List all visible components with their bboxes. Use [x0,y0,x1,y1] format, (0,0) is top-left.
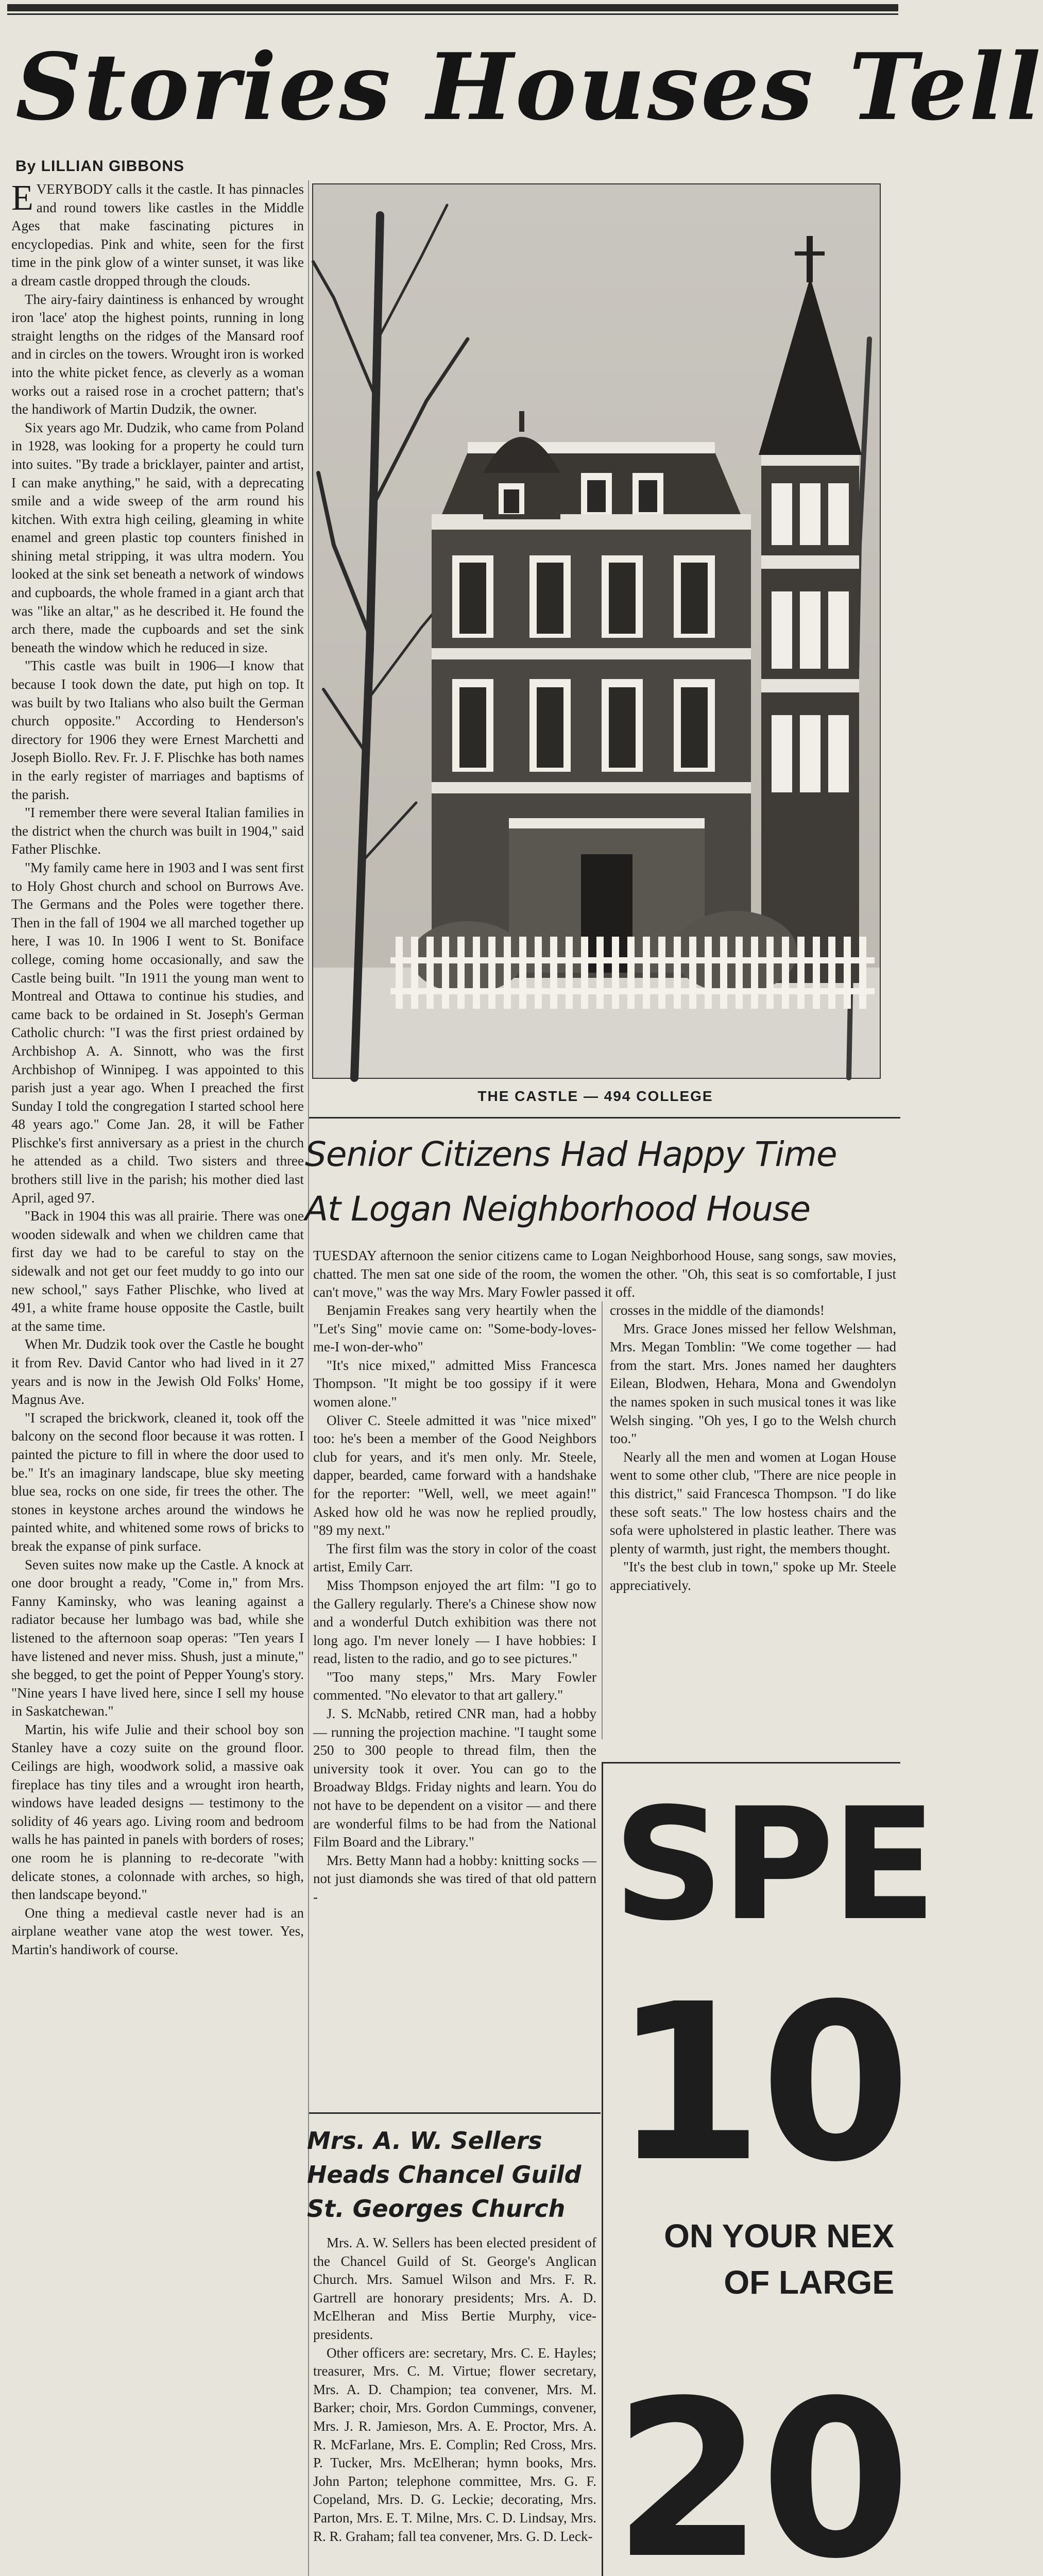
senior-paragraph: "It's the best club in town," spoke up Mr. Steele appreciatively. [610,1559,896,1593]
ad-top-rule [602,1762,900,1764]
castle-paragraph: "I remember there were several Italian families in the district when the church was built in 1904," said Father Plischke. [11,805,304,857]
castle-paragraph: "Back in 1904 this was all prairie. There was one wooden sidewalk and when we children came that first day we had to be careful to stay on the sidewalk and not get our feet muddy to go into our new school," says Father Plischke, who lived at 491, a white frame house opposite the Castle, built at the same time. [11,1208,304,1334]
castle-paragraph: Martin, his wife Julie and their school boy son Stanley have a cozy suite on the ground floor. Ceilings are high, woodwork solid, a massive oak fireplace has tiny tiles and a wrought iron hearth, windows have leaded designs — testimony to the solidity of 46 years ago. Living room and bedroom walls he has painted in panels with borders of roses; one room he is planning to re-decorate "with delicate stones, a colonnade with arches, so high, then landscape beyond." [11,1721,304,1903]
castle-lead-text: VERYBODY calls it the castle. It has pinnacles and round towers like castles in the Middle Ages that make fascinating pictures in encyclopedias. Pink and white, seen for the first time in the pink glow of a winter sunset, it was like a dream castle dropped through the clouds. [11,181,304,289]
castle-lead-paragraph [11,180,304,291]
castle-paragraph: Six years ago Mr. Dudzik, who came from Poland in 1928, was looking for a property he could turn into suites. "By trade a bricklayer, painter and artist, I can make anything," he said, with a deprecating smile and a wide sweep of the arm round his kitchen. With extra high ceiling, gleaming in white enamel and green plastic top counters finished in shining metal stripping, it was ultra modern. You looked at the sink set beneath a network of windows and cupboards, the whole framed in a giant arch that was "like an altar," as he described it. He found the arch there, made the cupboards and set the sink beneath the window which he reduced in size. [11,419,304,655]
senior-paragraph: Mrs. Betty Mann had a hobby: knitting socks — not just diamonds she was tired of that old pattern - [313,1852,596,1905]
senior-paragraph: crosses in the middle of the diamonds! [610,1302,825,1318]
senior-paragraph: Nearly all the men and women at Logan House went to some other club, "There are nice people in this district," said Francesca Thompson. "I do like these soft seats." The low hostess chairs and the sofa were upholstered in plastic leather. There was plenty of warmth, just right, the members thought. [610,1449,896,1556]
senior-lead-text: TUESDAY afternoon the senior citizens came to Logan Neighborhood House, sang songs, saw movies, chatted. The men sat one side of the room, the women the other. "Oh, this seat is so comfortable, I just can't move," was the way Mrs. Mary Fowler passed it off. [313,1248,896,1300]
section-rule [309,2112,601,2114]
senior-headline [305,1127,900,1241]
sellers-paragraph: Mrs. A. W. Sellers has been elected president of the Chancel Guild of St. George's Anglican Church. Mrs. Samuel Wilson and Mrs. F. R. Gartrell are honorary presidents; Mrs. A. D. McElheran and Miss Bertie Murphy, vice-presidents. [313,2235,596,2342]
castle-paragraph: When Mr. Dudzik took over the Castle he bought it from Rev. David Cantor who had lived in it 27 years and is now in the Jewish Old Folks' Home, Magnus Ave. [11,1336,304,1408]
top-rule [7,4,898,11]
senior-paragraph: Mrs. Grace Jones missed her fellow Welshman, Mrs. Megan Tomblin: "We come together — had from the start. Mrs. Jones named her daughters Eilean, Blodwen, Hehara, Mona and Gwendolyn the names spoken in such musical tones it was like Welsh singing. "Oh yes, I go to the Welsh church too." [610,1320,896,1447]
advertisement [606,1772,934,2576]
senior-paragraph: J. S. McNabb, retired CNR man, had a hobby — running the projection machine. "I taught some 250 to 300 people to thread film, then the university took it over. You can go to the Broadway Bldgs. Friday nights and learn. You do not have to be dependent on a visitor — and there are wonderful films to be had from the National Film Board and the Library." [313,1706,596,1850]
masthead-title: Stories Houses Tell [15,33,1043,141]
senior-paragraph: "Too many steps," Mrs. Mary Fowler commented. "No elevator to that art gallery." [313,1669,596,1703]
senior-paragraph: Oliver C. Steele admitted it was "nice mixed" too: he's been a member of the Good Neighbors club for years, and it's men only. Mr. Steele, dapper, bearded, came forward with a handshake for the reporter: "Well, well, we meet again!" Asked how old he was now he replied proudly, "89 my next." [313,1412,596,1538]
senior-headline-line2: At Logan Neighborhood House [305,1189,811,1229]
top-rule-thin [7,13,898,15]
sellers-column [313,2234,596,2576]
ad-headline: SPE [613,1775,934,1955]
ad-border [602,1762,603,2576]
castle-paragraph: One thing a medieval castle never had is an airplane weather vane atop the west tower. Yes, Martin's handiwork of course. [11,1905,304,1957]
section-rule [309,1117,900,1118]
senior-headline-line1: Senior Citizens Had Happy Time [305,1134,837,1174]
sellers-headline: Mrs. A. W. Sellers Heads Chancel Guild St. Georges Church [307,2127,582,2223]
castle-paragraph: "This castle was built in 1906—I know that because I took down the date, put high on top. It was built by two Italians who also built the German church opposite." According to Henderson's directory for 1906 they were Ernest Marchetti and Joseph Biollo. Rev. Fr. J. F. Plischke has both names in the early register of marriages and baptisms of the parish. [11,658,304,802]
senior-column-1 [313,1301,596,1914]
sellers-paragraph: Other officers are: secretary, Mrs. C. E. Hayles; treasurer, Mrs. C. M. Virtue; flower secretary, Mrs. A. D. Champion; tea convener, Mrs. M. Barker; choir, Mrs. Gordon Cummings, convener, Mrs. J. R. Jamieson, Mrs. A. E. Proctor, Mrs. A. R. McFarlane, Mrs. E. Complin; Red Cross, Mrs. P. Tucker, Mrs. McElheran; hymn books, Mrs. John Parton; telephone committee, Mrs. G. F. Copeland, Mrs. D. G. Leckie; decorating, Mrs. Parton, Mrs. E. T. Milne, Mrs. C. D. Lindsay, Mrs. R. R. Graham; fall tea convener, Mrs. G. D. Leck- [313,2345,596,2544]
castle-paragraph: "I scraped the brickwork, cleaned it, took off the balcony on the second floor because it was rotten. I painted the picture to fill in where the door used to be." It's an imaginary landscape, blue sky meeting blue sea, rocks on one side, fir trees the other. The stones in keystone arches around the windows he painted white, and whitened some rows of bricks to break the expanse of pink surface. [11,1410,304,1554]
ad-number-2: 20 [613,2354,908,2576]
senior-paragraph: Miss Thompson enjoyed the art film: "I go to the Gallery regularly. There's a Chinese show now and a wonderful Dutch exhibition was there not long ago. I'm never lonely — I have hobbies: I read, listen to the radio, and go to see pictures." [313,1577,596,1667]
column-divider [602,1301,603,1739]
castle-illustration [313,184,880,1078]
byline: By LILLIAN GIBBONS [15,158,185,175]
senior-paragraph: The first film was the story in color of the coast artist, Emily Carr. [313,1540,596,1575]
senior-lead [313,1247,896,1300]
castle-paragraph: The airy-fairy daintiness is enhanced by wrought iron 'lace' atop the highest points, running in long straight lengths on the ridges of the Mansard roof and in circles on the towers. Wrought iron is worked into the white picket fence, as cleverly as a woman works out a raised rose in a crochet pattern; that's the handiwork of Martin Dudzik, the owner. [11,291,304,417]
castle-paragraph: Seven suites now make up the Castle. A knock at one door brought a ready, "Come in," from Mrs. Fanny Kaminsky, who was leaning against a radiator because her lumbago was bad, while she listened to the afternoon soap operas: "Ten years I have listened and never miss. Shush, just a minute," she begged, to get the point of Pepper Young's story. "Nine years I have lived here, since I sell my house in Saskatchewan." [11,1556,304,1719]
senior-paragraph: "It's nice mixed," admitted Miss Francesca Thompson. "It might be too gossipy if it were women alone." [313,1357,596,1410]
senior-column-2 [610,1301,896,1734]
drop-cap: E [11,178,33,218]
ad-line-2: OF LARGE [724,2264,894,2301]
ad-number: 10 [613,1958,908,2210]
photo-caption: THE CASTLE — 494 COLLEGE [477,1088,713,1104]
castle-photo [312,183,881,1079]
senior-paragraph: Benjamin Freakes sang very heartily when the "Let's Sing" movie came on: "Some-body-loves-me-I won-der-who" [313,1302,596,1355]
ad-line-1: ON YOUR NEX [664,2217,894,2255]
castle-story-column [11,180,304,2576]
castle-paragraph: "My family came here in 1903 and I was sent first to Holy Ghost church and school on Burrows Ave. The Germans and the Poles were together there. Then in the fall of 1904 we all marched together up here, I was 10. In 1906 I went to St. Boniface college, coming home occasionally, and saw the Castle being built. "In 1911 the young man went to Montreal and Ottawa to continue his studies, and came back to be ordained in St. Joseph's German Catholic church: "I was the first priest ordained by Archbishop A. A. Sinnott, who was the first Archbishop of Winnipeg. I was appointed to this parish just a year ago. When I preached the first Sunday I told the congregation I started school here 48 years ago." Come Jan. 28, it will be Father Plischke's first anniversary as a priest in the church he attended as a child. Two sisters and three brothers still live in the parish; his mother died last April, aged 97. [11,859,304,1206]
